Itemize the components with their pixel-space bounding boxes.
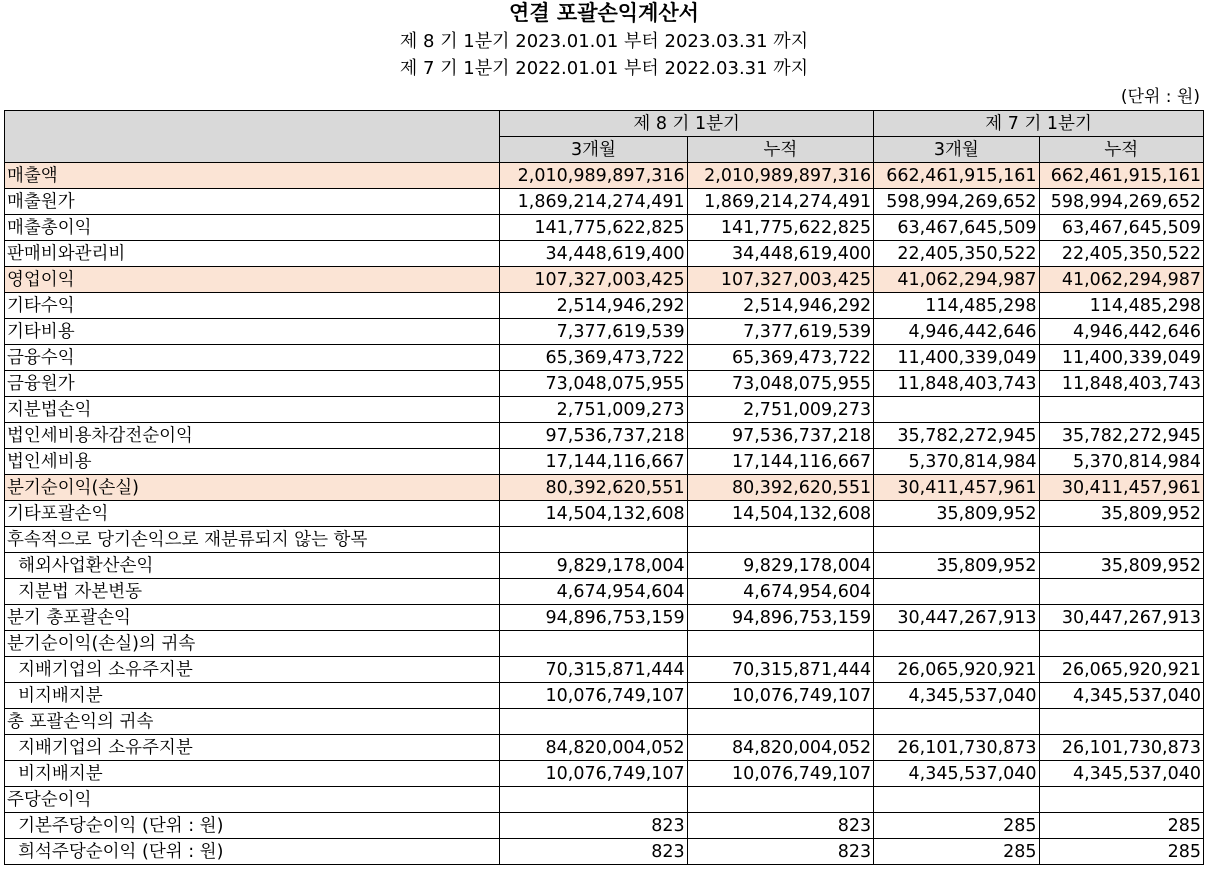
label-header-blank [5,111,500,163]
group-header-previous: 제 7 기 1분기 [874,111,1204,137]
row-value: 114,485,298 [1039,293,1203,319]
row-label: 비지배지분 [5,683,500,709]
row-label: 해외사업환산손익 [5,553,500,579]
row-label: 주당순이익 [5,787,500,813]
row-label: 매출원가 [5,189,500,215]
row-value: 4,345,537,040 [874,761,1039,787]
row-value: 141,775,622,825 [500,215,687,241]
row-value: 4,946,442,646 [874,319,1039,345]
row-value [687,631,873,657]
row-value: 35,782,272,945 [874,423,1039,449]
row-label: 지분법 자본변동 [5,579,500,605]
row-value: 598,994,269,652 [874,189,1039,215]
row-value: 73,048,075,955 [687,371,873,397]
row-value: 662,461,915,161 [874,163,1039,189]
row-value: 2,514,946,292 [687,293,873,319]
income-statement-table [4,110,1204,865]
row-value: 63,467,645,509 [1039,215,1203,241]
row-label: 총 포괄손익의 귀속 [5,709,500,735]
row-value: 22,405,350,522 [1039,241,1203,267]
subcol-header: 누적 [1039,137,1203,163]
row-value: 22,405,350,522 [874,241,1039,267]
row-value: 285 [874,813,1039,839]
row-value: 35,809,952 [874,501,1039,527]
row-value: 26,101,730,873 [1039,735,1203,761]
row-value: 285 [1039,813,1203,839]
row-value: 65,369,473,722 [500,345,687,371]
row-value: 2,751,009,273 [500,397,687,423]
table-row [5,319,1204,345]
row-label: 매출액 [5,163,500,189]
row-value: 35,809,952 [1039,501,1203,527]
row-label: 금융수익 [5,345,500,371]
row-value [500,527,687,553]
table-row [5,527,1204,553]
row-value: 10,076,749,107 [500,683,687,709]
row-value: 11,848,403,743 [874,371,1039,397]
table-row [5,553,1204,579]
row-value [874,631,1039,657]
table-row [5,761,1204,787]
table-row [5,475,1204,501]
row-value: 97,536,737,218 [500,423,687,449]
row-value: 4,674,954,604 [500,579,687,605]
row-label: 기타포괄손익 [5,501,500,527]
row-value: 7,377,619,539 [687,319,873,345]
row-label: 영업이익 [5,267,500,293]
row-value: 17,144,116,667 [500,449,687,475]
table-row [5,371,1204,397]
row-value: 63,467,645,509 [874,215,1039,241]
row-value: 4,345,537,040 [1039,761,1203,787]
row-value: 80,392,620,551 [500,475,687,501]
table-row [5,839,1204,865]
row-value: 823 [500,839,687,865]
row-value: 30,447,267,913 [1039,605,1203,631]
row-value: 14,504,132,608 [687,501,873,527]
row-value: 30,411,457,961 [874,475,1039,501]
table-row [5,345,1204,371]
row-value: 35,809,952 [1039,553,1203,579]
row-value: 107,327,003,425 [500,267,687,293]
row-value [500,787,687,813]
table-row [5,215,1204,241]
row-value: 17,144,116,667 [687,449,873,475]
row-value: 30,411,457,961 [1039,475,1203,501]
row-value [1039,709,1203,735]
row-value: 11,848,403,743 [1039,371,1203,397]
row-label: 매출총이익 [5,215,500,241]
row-value: 114,485,298 [874,293,1039,319]
table-row [5,631,1204,657]
row-value [874,579,1039,605]
row-value: 2,010,989,897,316 [687,163,873,189]
row-value: 35,809,952 [874,553,1039,579]
row-value: 30,447,267,913 [874,605,1039,631]
row-value: 11,400,339,049 [1039,345,1203,371]
table-row [5,579,1204,605]
statement-title: 연결 포괄손익계산서 [509,1,699,25]
row-value: 14,504,132,608 [500,501,687,527]
row-value: 823 [687,813,873,839]
row-value: 34,448,619,400 [500,241,687,267]
row-value: 84,820,004,052 [687,735,873,761]
row-label: 기타비용 [5,319,500,345]
table-row [5,683,1204,709]
row-value: 65,369,473,722 [687,345,873,371]
row-value: 9,829,178,004 [500,553,687,579]
row-value: 598,994,269,652 [1039,189,1203,215]
row-value: 10,076,749,107 [500,761,687,787]
row-value: 662,461,915,161 [1039,163,1203,189]
table-row [5,735,1204,761]
row-value: 97,536,737,218 [687,423,873,449]
group-header-current: 제 8 기 1분기 [500,111,874,137]
row-value [1039,527,1203,553]
row-value: 2,514,946,292 [500,293,687,319]
row-label: 지배기업의 소유주지분 [5,657,500,683]
row-value [1039,787,1203,813]
row-value: 823 [500,813,687,839]
unit-label: (단위 : 원) [1120,87,1200,107]
row-value: 4,345,537,040 [874,683,1039,709]
table-row [5,501,1204,527]
row-value [874,787,1039,813]
row-value: 35,782,272,945 [1039,423,1203,449]
row-value: 1,869,214,274,491 [687,189,873,215]
row-value: 285 [874,839,1039,865]
row-value: 26,101,730,873 [874,735,1039,761]
period-previous: 제 7 기 1분기 2022.01.01 부터 2022.03.31 까지 [399,58,809,79]
row-value: 7,377,619,539 [500,319,687,345]
table-row [5,813,1204,839]
row-value [500,631,687,657]
row-label: 지배기업의 소유주지분 [5,735,500,761]
row-value [874,709,1039,735]
row-value [500,709,687,735]
table-row [5,787,1204,813]
row-value: 41,062,294,987 [874,267,1039,293]
row-value: 84,820,004,052 [500,735,687,761]
row-value [687,709,873,735]
row-label: 지분법손익 [5,397,500,423]
table-row [5,423,1204,449]
period-current: 제 8 기 1분기 2023.01.01 부터 2023.03.31 까지 [399,31,809,52]
table-row [5,189,1204,215]
statement-body [5,163,1204,865]
row-value: 141,775,622,825 [687,215,873,241]
subcol-header: 3개월 [500,137,687,163]
row-label: 비지배지분 [5,761,500,787]
row-label: 분기순이익(손실) [5,475,500,501]
table-row [5,267,1204,293]
row-value [874,527,1039,553]
table-row [5,709,1204,735]
row-value [687,527,873,553]
row-value: 80,392,620,551 [687,475,873,501]
row-value: 285 [1039,839,1203,865]
row-value: 4,345,537,040 [1039,683,1203,709]
row-value [1039,631,1203,657]
row-value: 94,896,753,159 [687,605,873,631]
row-label: 금융원가 [5,371,500,397]
row-value: 94,896,753,159 [500,605,687,631]
table-row [5,163,1204,189]
row-label: 기본주당순이익 (단위 : 원) [5,813,500,839]
table-row [5,605,1204,631]
row-label: 희석주당순이익 (단위 : 원) [5,839,500,865]
row-value: 70,315,871,444 [687,657,873,683]
table-row [5,241,1204,267]
row-label: 기타수익 [5,293,500,319]
row-value [1039,579,1203,605]
row-value: 4,946,442,646 [1039,319,1203,345]
subcol-header: 누적 [687,137,873,163]
row-label: 법인세비용차감전순이익 [5,423,500,449]
row-value: 4,674,954,604 [687,579,873,605]
row-value: 11,400,339,049 [874,345,1039,371]
row-label: 후속적으로 당기손익으로 재분류되지 않는 항목 [5,527,500,553]
row-label: 법인세비용 [5,449,500,475]
subcol-header: 3개월 [874,137,1039,163]
row-value: 1,869,214,274,491 [500,189,687,215]
row-value [687,787,873,813]
row-value: 26,065,920,921 [874,657,1039,683]
row-value [874,397,1039,423]
row-value: 5,370,814,984 [1039,449,1203,475]
row-value: 823 [687,839,873,865]
row-value: 10,076,749,107 [687,761,873,787]
row-value: 41,062,294,987 [1039,267,1203,293]
row-value: 9,829,178,004 [687,553,873,579]
table-row [5,449,1204,475]
table-row [5,293,1204,319]
row-label: 분기순이익(손실)의 귀속 [5,631,500,657]
row-value: 2,751,009,273 [687,397,873,423]
row-value: 73,048,075,955 [500,371,687,397]
row-value: 2,010,989,897,316 [500,163,687,189]
table-row [5,397,1204,423]
row-value: 26,065,920,921 [1039,657,1203,683]
row-label: 분기 총포괄손익 [5,605,500,631]
row-value: 70,315,871,444 [500,657,687,683]
row-value: 34,448,619,400 [687,241,873,267]
row-label: 판매비와관리비 [5,241,500,267]
row-value: 107,327,003,425 [687,267,873,293]
row-value: 10,076,749,107 [687,683,873,709]
table-row [5,657,1204,683]
row-value: 5,370,814,984 [874,449,1039,475]
row-value [1039,397,1203,423]
